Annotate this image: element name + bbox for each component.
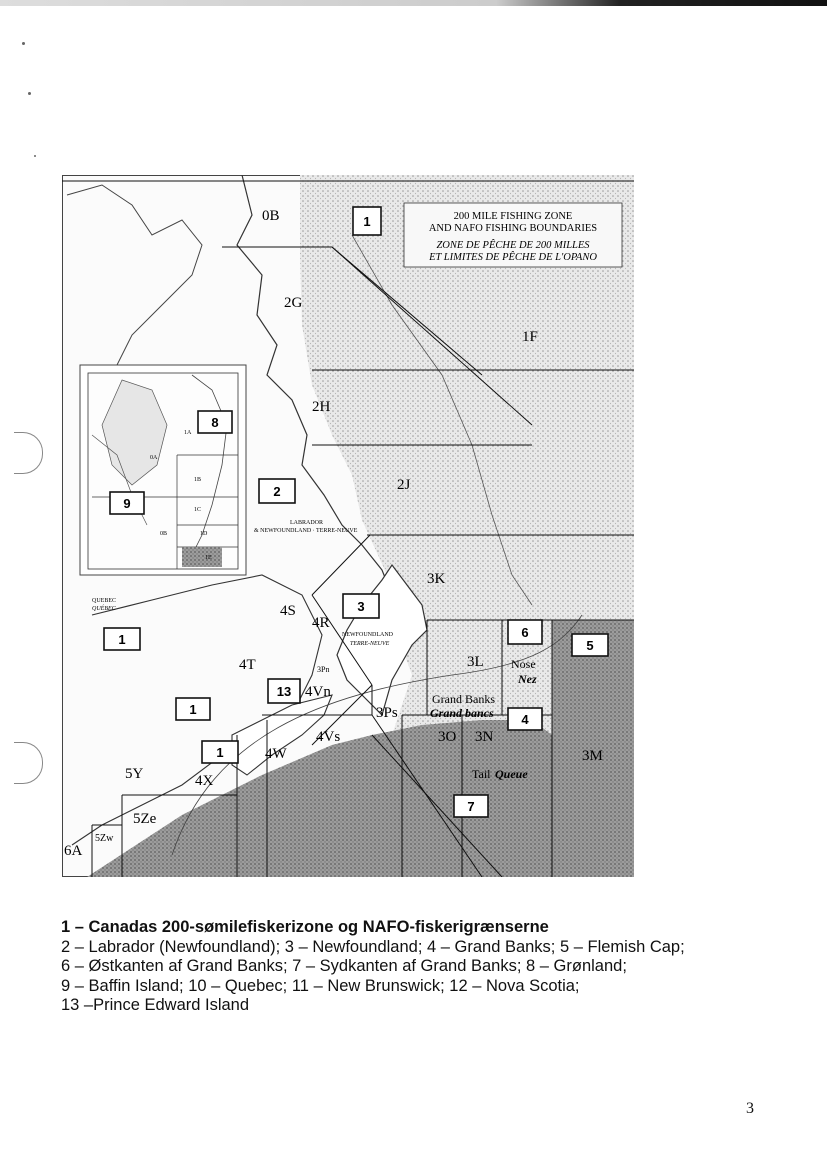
zone-3m: 3M (582, 748, 603, 764)
marker-13 (268, 679, 300, 703)
svg-text:1: 1 (216, 745, 224, 760)
marker-4 (508, 708, 542, 730)
figure-caption (61, 918, 781, 1016)
svg-text:6: 6 (521, 625, 529, 640)
place-tail: Tail (472, 767, 491, 781)
zone-4w: 4W (265, 746, 287, 762)
inset-label-1c: 1C (194, 507, 202, 513)
place-grand-banks: Grand Banks (432, 692, 495, 706)
zone-3pn: 3Pn (317, 665, 330, 674)
zone-4vn: 4Vn (305, 684, 331, 700)
zone-3l: 3L (467, 654, 484, 670)
zone-4s: 4S (280, 603, 296, 619)
marker-1b (104, 628, 140, 650)
inset-label-1e: 1E (205, 555, 212, 561)
place-newfoundland: NEWFOUNDLAND (342, 632, 393, 638)
zone-3k: 3K (427, 571, 446, 587)
svg-text:5: 5 (586, 638, 594, 653)
map-title-line2: AND NAFO FISHING BOUNDARIES (428, 223, 598, 234)
marker-2 (259, 479, 295, 503)
zone-5ze: 5Ze (133, 811, 157, 827)
zone-4t: 4T (239, 657, 256, 673)
zone-3o: 3O (438, 729, 457, 745)
zone-2g: 2G (284, 295, 303, 311)
zone-5zw: 5Zw (95, 833, 114, 844)
place-grand-bancs: Grand bancs (430, 706, 494, 720)
inset-label-1d: 1D (200, 531, 208, 537)
svg-text:1: 1 (189, 702, 197, 717)
map-title-line1: 200 MILE FISHING ZONE (453, 211, 573, 222)
place-labrador: LABRADOR (290, 520, 324, 526)
caption-line-3: 6 – Østkanten af Grand Banks; 7 – Sydkanten af Grand Banks; 8 – Grønland; (61, 957, 627, 975)
place-labrador-sub: & NEWFOUNDLAND · TERRE-NEUVE (254, 528, 358, 534)
marker-1d (202, 741, 238, 763)
caption-line-5: 13 –Prince Edward Island (61, 996, 250, 1014)
inset-label-0b: 0B (160, 531, 168, 537)
marker-6 (508, 620, 542, 644)
inset-label-1b: 1B (194, 477, 202, 483)
zone-3ps: 3Ps (376, 705, 398, 721)
page-number: 3 (746, 1100, 754, 1117)
svg-text:2: 2 (273, 484, 281, 499)
svg-text:3: 3 (357, 599, 365, 614)
scan-speck (22, 42, 25, 45)
svg-text:1: 1 (118, 632, 126, 647)
zone-4vs: 4Vs (316, 729, 341, 745)
scan-speck (28, 92, 31, 95)
zone-4x: 4X (195, 773, 214, 789)
inset-label-1a: 1A (184, 430, 192, 436)
map-title-line4: ET LIMITES DE PÊCHE DE L'OPANO (429, 252, 597, 263)
binding-hole (14, 742, 43, 784)
zone-0b: 0B (262, 208, 280, 224)
marker-5 (572, 634, 608, 656)
place-nose: Nose (511, 657, 536, 671)
zone-1f: 1F (522, 329, 538, 345)
scan-speck (34, 155, 36, 157)
scan-edge (0, 0, 827, 6)
place-quebec: QUEBEC (92, 598, 116, 604)
zone-2j: 2J (397, 477, 411, 493)
place-quebec-fr: QUÉBEC (92, 606, 116, 612)
zone-3n: 3N (475, 729, 494, 745)
marker-3 (343, 594, 379, 618)
inset-label-0a: 0A (150, 455, 158, 461)
marker-8 (198, 411, 232, 433)
caption-line-1: 1 – Canadas 200-sømilefiskerizone og NAFO-fiskerigrænserne (61, 918, 549, 936)
place-queue: Queue (495, 767, 528, 781)
place-nez: Nez (518, 672, 537, 686)
zone-2h: 2H (312, 399, 331, 415)
place-newfoundland-fr: TERRE-NEUVE (350, 641, 390, 647)
inset-map (80, 365, 246, 575)
zone-4r: 4R (312, 615, 330, 631)
svg-text:1: 1 (363, 214, 371, 229)
map-title-line3: ZONE DE PÊCHE DE 200 MILLES (436, 240, 590, 251)
caption-line-4: 9 – Baffin Island; 10 – Quebec; 11 – New Brunswick; 12 – Nova Scotia; (61, 976, 580, 995)
nafo-map (62, 175, 634, 877)
svg-text:7: 7 (467, 799, 475, 814)
svg-text:13: 13 (276, 684, 292, 699)
svg-text:4: 4 (521, 712, 529, 727)
binding-hole (14, 432, 43, 474)
marker-1a (353, 207, 381, 235)
caption-line-2: 2 – Labrador (Newfoundland); 3 – Newfoundland; 4 – Grand Banks; 5 – Flemish Cap; (61, 937, 685, 956)
marker-7 (454, 795, 488, 817)
marker-9 (110, 492, 144, 514)
zone-6a: 6A (64, 843, 83, 859)
zone-5y: 5Y (125, 766, 144, 782)
svg-text:9: 9 (123, 496, 131, 511)
svg-text:8: 8 (211, 415, 219, 430)
marker-1c (176, 698, 210, 720)
